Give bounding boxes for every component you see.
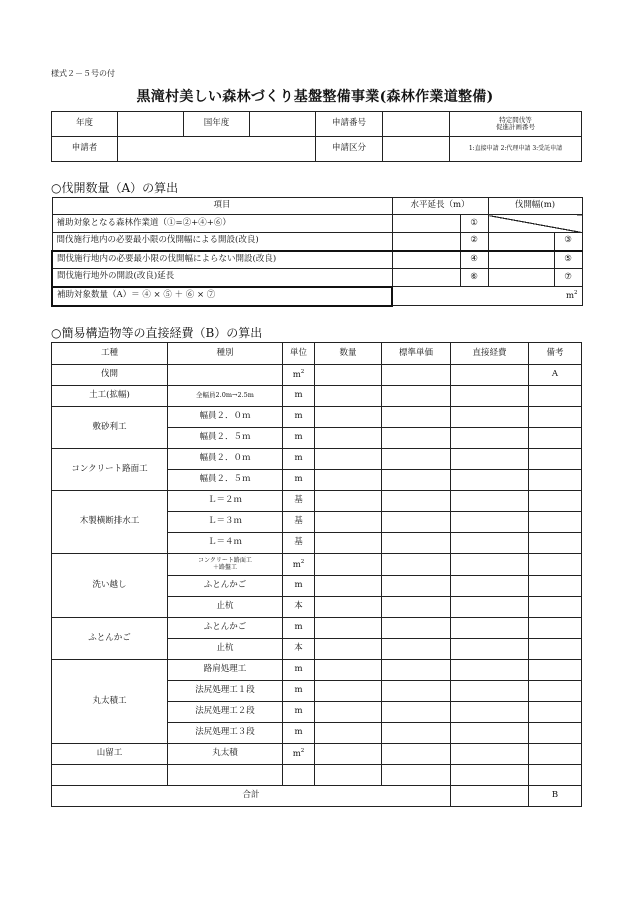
price-cell[interactable] <box>382 576 451 597</box>
row-a3-num: ④ <box>460 251 488 269</box>
price-cell[interactable] <box>382 765 451 786</box>
note-cell[interactable] <box>529 744 582 765</box>
kind-araigoshi: 洗い越し <box>52 554 168 618</box>
sub-rokata: 路肩処理工 <box>168 660 283 681</box>
total-a-value[interactable] <box>392 287 582 306</box>
shinseisha-field[interactable] <box>118 137 316 162</box>
price-cell[interactable] <box>382 512 451 533</box>
unit-cell: m <box>283 681 315 702</box>
sub-haisui-2: Ｌ＝２ｍ <box>168 491 283 512</box>
cost-cell[interactable] <box>451 576 529 597</box>
price-cell[interactable] <box>382 681 451 702</box>
cost-cell[interactable] <box>451 702 529 723</box>
col-koushu: 工種 <box>52 343 168 365</box>
note-cell[interactable] <box>529 470 582 491</box>
qty-cell[interactable] <box>315 660 382 681</box>
sub-norijiri-2: 法尻処理工２段 <box>168 702 283 723</box>
row-a1-width-na <box>488 215 582 233</box>
kuni-nendo-field[interactable] <box>250 112 316 137</box>
cost-cell[interactable] <box>451 533 529 554</box>
sub-araigoshi-line1: コンクリート路面工 <box>198 556 252 564</box>
row-a3-num2: ⑤ <box>554 251 582 269</box>
qty-cell[interactable] <box>315 723 382 744</box>
unit-cell: m <box>283 660 315 681</box>
unit-cell: m <box>283 702 315 723</box>
col-biko: 備考 <box>529 343 582 365</box>
row-a3-width[interactable] <box>488 251 554 269</box>
cost-cell[interactable] <box>451 554 529 576</box>
note-cell[interactable] <box>529 765 582 786</box>
row-a1-length[interactable] <box>392 215 460 233</box>
row-a2-width[interactable] <box>488 233 554 251</box>
sub-araigoshi-line2: ＋路盤工 <box>212 563 237 571</box>
unit-cell: m <box>283 576 315 597</box>
unit-cell: m <box>283 449 315 470</box>
total-a-unit-sup: 2 <box>574 290 578 297</box>
price-cell[interactable] <box>382 407 451 428</box>
note-bakkai: A <box>529 365 582 386</box>
cost-cell[interactable] <box>451 428 529 449</box>
row-a4-num2: ⑦ <box>554 269 582 287</box>
row-a4-length[interactable] <box>392 269 460 287</box>
shinsei-bango-label: 申請番号 <box>316 112 383 137</box>
unit-cell: m <box>283 470 315 491</box>
price-cell[interactable] <box>382 639 451 660</box>
kind-shikijari: 敷砂利工 <box>52 407 168 449</box>
kind-concrete: コンクリート路面工 <box>52 449 168 491</box>
qty-cell[interactable] <box>315 702 382 723</box>
cost-cell[interactable] <box>451 744 529 765</box>
nendo-label: 年度 <box>52 112 118 137</box>
note-cell[interactable] <box>529 576 582 597</box>
sub-araigoshi-concrete <box>168 554 283 576</box>
sub-futonkago-tomekui: 止杭 <box>168 639 283 660</box>
note-cell[interactable] <box>529 449 582 470</box>
price-cell[interactable] <box>382 660 451 681</box>
col-shubetsu: 種別 <box>168 343 283 365</box>
sub-haisui-4: Ｌ＝４ｍ <box>168 533 283 554</box>
note-cell[interactable] <box>529 660 582 681</box>
cost-cell[interactable] <box>451 765 529 786</box>
total-a-unit: m <box>565 291 575 302</box>
note-cell[interactable] <box>529 681 582 702</box>
price-cell[interactable] <box>382 386 451 407</box>
col-tanka: 標準単価 <box>382 343 451 365</box>
total-a-label: 補助対象数量（A）＝ ④ × ⑤ ＋ ⑥ × ⑦ <box>52 287 392 306</box>
sub-doko: 全幅員2.0m→2.5m <box>168 386 283 407</box>
qty-cell[interactable] <box>315 554 382 576</box>
row-a3-length[interactable] <box>392 251 460 269</box>
nendo-field[interactable] <box>118 112 184 137</box>
row-a2-num2: ③ <box>554 233 582 251</box>
unit-blank[interactable] <box>283 765 315 786</box>
price-cell[interactable] <box>382 470 451 491</box>
unit-cell: 基 <box>283 533 315 554</box>
note-cell[interactable] <box>529 491 582 512</box>
row-a2-length[interactable] <box>392 233 460 251</box>
note-cell[interactable] <box>529 533 582 554</box>
cost-cell[interactable] <box>451 365 529 386</box>
kubun-options: 1:直接申請 2:代理申請 3:受託申請 <box>450 137 582 162</box>
sub-bakkai <box>168 365 283 386</box>
sub-haisui-3: Ｌ＝３ｍ <box>168 512 283 533</box>
sub-futonkago: ふとんかご <box>168 618 283 639</box>
price-cell[interactable] <box>382 554 451 576</box>
sub-blank[interactable] <box>168 765 283 786</box>
note-cell[interactable] <box>529 723 582 744</box>
kuni-nendo-label: 国年度 <box>184 112 250 137</box>
section-a-heading: ○伐開数量（A）の算出 <box>51 181 179 195</box>
kind-yamadome: 山留工 <box>52 744 168 765</box>
section-a-table <box>51 197 583 307</box>
note-cell[interactable] <box>529 512 582 533</box>
shinseisha-label: 申請者 <box>52 137 118 162</box>
sub-norijiri-3: 法尻処理工３段 <box>168 723 283 744</box>
header-table <box>51 111 582 162</box>
qty-cell[interactable] <box>315 365 382 386</box>
price-cell[interactable] <box>382 723 451 744</box>
price-cell[interactable] <box>382 618 451 639</box>
sub-araigoshi-futonkago: ふとんかご <box>168 576 283 597</box>
row-a2-num: ② <box>460 233 488 251</box>
row-a1-label: 補助対象となる森林作業道（①=②+④+⑥） <box>52 215 392 233</box>
col-keihi: 直接経費 <box>451 343 529 365</box>
price-cell[interactable] <box>382 533 451 554</box>
cost-cell[interactable] <box>451 386 529 407</box>
tokutei-line2: 促進計画番号 <box>496 123 535 131</box>
unit-cell: 基 <box>283 512 315 533</box>
shinsei-kubun-label: 申請区分 <box>316 137 383 162</box>
qty-cell[interactable] <box>315 618 382 639</box>
cost-cell[interactable] <box>451 449 529 470</box>
shinsei-bango-field[interactable] <box>383 112 450 137</box>
total-b-note: B <box>529 786 582 807</box>
price-cell[interactable] <box>382 365 451 386</box>
col-suryo: 数量 <box>315 343 382 365</box>
qty-cell[interactable] <box>315 491 382 512</box>
tokutei-line1: 特定間伐等 <box>499 115 532 124</box>
section-b-table <box>51 342 582 807</box>
unit-cell: 本 <box>283 639 315 660</box>
cost-cell[interactable] <box>451 491 529 512</box>
col-length: 水平延長（m） <box>392 198 488 215</box>
note-cell[interactable] <box>529 597 582 618</box>
note-cell[interactable] <box>529 639 582 660</box>
qty-cell[interactable] <box>315 407 382 428</box>
cost-cell[interactable] <box>451 660 529 681</box>
note-cell[interactable] <box>529 554 582 576</box>
qty-cell[interactable] <box>315 470 382 491</box>
price-cell[interactable] <box>382 449 451 470</box>
sub-shikijari-20: 幅員２．０ｍ <box>168 407 283 428</box>
unit-doko: m <box>283 386 315 407</box>
price-cell[interactable] <box>382 597 451 618</box>
cost-cell[interactable] <box>451 639 529 660</box>
qty-cell[interactable] <box>315 597 382 618</box>
cost-cell[interactable] <box>451 681 529 702</box>
unit-cell: $m^2$ <box>283 554 315 576</box>
note-cell[interactable] <box>529 428 582 449</box>
total-b-label: 合計 <box>52 786 451 807</box>
note-cell[interactable] <box>529 407 582 428</box>
qty-cell[interactable] <box>315 533 382 554</box>
unit-bakkai: $m^2$ <box>283 365 315 386</box>
kind-marutazumi: 丸太積工 <box>52 660 168 744</box>
qty-cell[interactable] <box>315 576 382 597</box>
shinsei-kubun-field[interactable] <box>383 137 450 162</box>
tokutei-label <box>450 112 582 137</box>
note-cell[interactable] <box>529 618 582 639</box>
kind-blank[interactable] <box>52 765 168 786</box>
kind-haisui: 木製横断排水工 <box>52 491 168 554</box>
sub-shikijari-25: 幅員２．５ｍ <box>168 428 283 449</box>
qty-cell[interactable] <box>315 765 382 786</box>
cost-cell[interactable] <box>451 407 529 428</box>
qty-cell[interactable] <box>315 639 382 660</box>
qty-cell[interactable] <box>315 681 382 702</box>
col-tani: 単位 <box>283 343 315 365</box>
row-a4-width[interactable] <box>488 269 554 287</box>
sub-araigoshi-tomekui: 止杭 <box>168 597 283 618</box>
qty-cell[interactable] <box>315 449 382 470</box>
unit-cell: $m^2$ <box>283 744 315 765</box>
section-b-heading: ○簡易構造物等の直接経費（B）の算出 <box>51 326 263 340</box>
row-a4-label: 間伐施行地外の開設(改良)延長 <box>52 269 392 287</box>
price-cell[interactable] <box>382 702 451 723</box>
unit-cell: m <box>283 407 315 428</box>
unit-cell: m <box>283 723 315 744</box>
row-a4-num: ⑥ <box>460 269 488 287</box>
price-cell[interactable] <box>382 491 451 512</box>
col-width: 伐開幅(m) <box>488 198 582 215</box>
unit-cell: m <box>283 428 315 449</box>
row-a2-label: 間伐施行地内の必要最小限の伐開幅による開設(改良) <box>52 233 392 251</box>
qty-cell[interactable] <box>315 428 382 449</box>
kind-doko: 土工(拡幅) <box>52 386 168 407</box>
kind-bakkai: 伐開 <box>52 365 168 386</box>
sub-concrete-25: 幅員２．５ｍ <box>168 470 283 491</box>
total-b-value[interactable] <box>451 786 529 807</box>
qty-cell[interactable] <box>315 386 382 407</box>
cost-cell[interactable] <box>451 723 529 744</box>
cost-cell[interactable] <box>451 512 529 533</box>
row-a3-label: 間伐施行地内の必要最小限の伐開幅によらない開設(改良) <box>52 251 392 269</box>
qty-cell[interactable] <box>315 512 382 533</box>
sub-norijiri-1: 法尻処理工１段 <box>168 681 283 702</box>
kind-futonkago: ふとんかご <box>52 618 168 660</box>
form-number: 様式２－５号の付 <box>51 69 115 78</box>
cost-cell[interactable] <box>451 597 529 618</box>
note-cell[interactable] <box>529 702 582 723</box>
qty-cell[interactable] <box>315 744 382 765</box>
page-title: 黒滝村美しい森林づくり基盤整備事業(森林作業道整備) <box>136 89 494 105</box>
unit-cell: 基 <box>283 491 315 512</box>
col-item: 項目 <box>52 198 392 215</box>
note-cell[interactable] <box>529 386 582 407</box>
price-cell[interactable] <box>382 428 451 449</box>
unit-cell: m <box>283 618 315 639</box>
sub-marutazumi: 丸太積 <box>168 744 283 765</box>
cost-cell[interactable] <box>451 470 529 491</box>
cost-cell[interactable] <box>451 618 529 639</box>
unit-cell: 本 <box>283 597 315 618</box>
row-a1-num: ① <box>460 215 488 233</box>
sub-concrete-20: 幅員２．０ｍ <box>168 449 283 470</box>
price-cell[interactable] <box>382 744 451 765</box>
